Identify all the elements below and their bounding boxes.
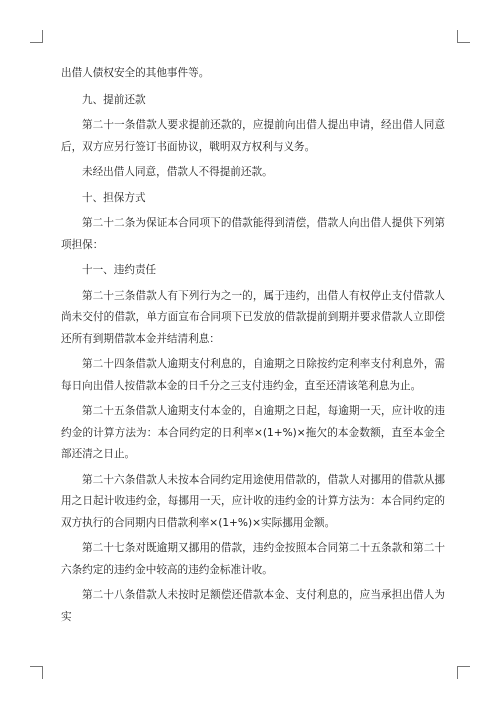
crop-mark-bottom-left [30,666,43,679]
document-body [61,63,445,632]
paragraph: 第二十五条借款人逾期支付本金的，自逾期之日起，每逾期一天，应计收的违约金的计算方法为：本合同约定的日利率×(1+%)×拖欠的本金数额，直至本金全部还清之日止。 [61,405,445,460]
section-heading: 十一、违约责任 [82,264,157,276]
crop-mark-top-left [30,30,43,43]
paragraph: 第二十六条借款人未按本合同约定用途使用借款的，借款人对挪用的借款从挪用之日起计收违约金，每挪用一天，应计收的违约金的计算方法为：本合同约定的双方执行的合同期内日借款利率×(1+%)×实际挪用金额。 [61,473,445,529]
paragraph: 第二十八条借款人未按时足额偿还借款本金、支付利息的，应当承担出借人为实 [61,589,445,623]
crop-mark-bottom-right [457,666,470,679]
section-heading: 十、担保方式 [82,191,146,204]
paragraph: 第二十三条借款人有下列行为之一的，属于违约，出借人有权停止支付借款人尚未交付的借款，单方面宣布合同项下已发放的借款提前到期并要求借款人立即偿还所有到期借款本金并结清利息： [61,289,445,345]
paragraph: 第二十一条借款人要求提前还款的，应提前向出借人提出申请，经出借人同意后，双方应另行签订书面协议，戦明双方权利与义务。 [61,119,445,153]
paragraph: 第二十四条借款人逾期支付利息的，自逾期之日除按约定利率支付利息外，需每日向出借人按借款本金的日千分之三支付违约金，直至还清该笔利息为止。 [61,358,445,392]
paragraph: 第二十二条为保证本合同项下的借款能得到清偿，借款人向出借人提供下列第项担保： [61,217,445,251]
paragraph: 第二十七条对既逾期又挪用的借款，违约金按照本合同第二十五条款和第二十六条约定的违约金中较高的违约金标准计收。 [61,542,445,576]
paragraph: 未经出借人同意，借款人不得提前还款。 [82,166,273,178]
paragraph: 出借人债权安全的其他事件等。 [61,67,210,79]
section-heading: 九、提前还款 [82,93,146,106]
crop-mark-top-right [457,30,470,43]
